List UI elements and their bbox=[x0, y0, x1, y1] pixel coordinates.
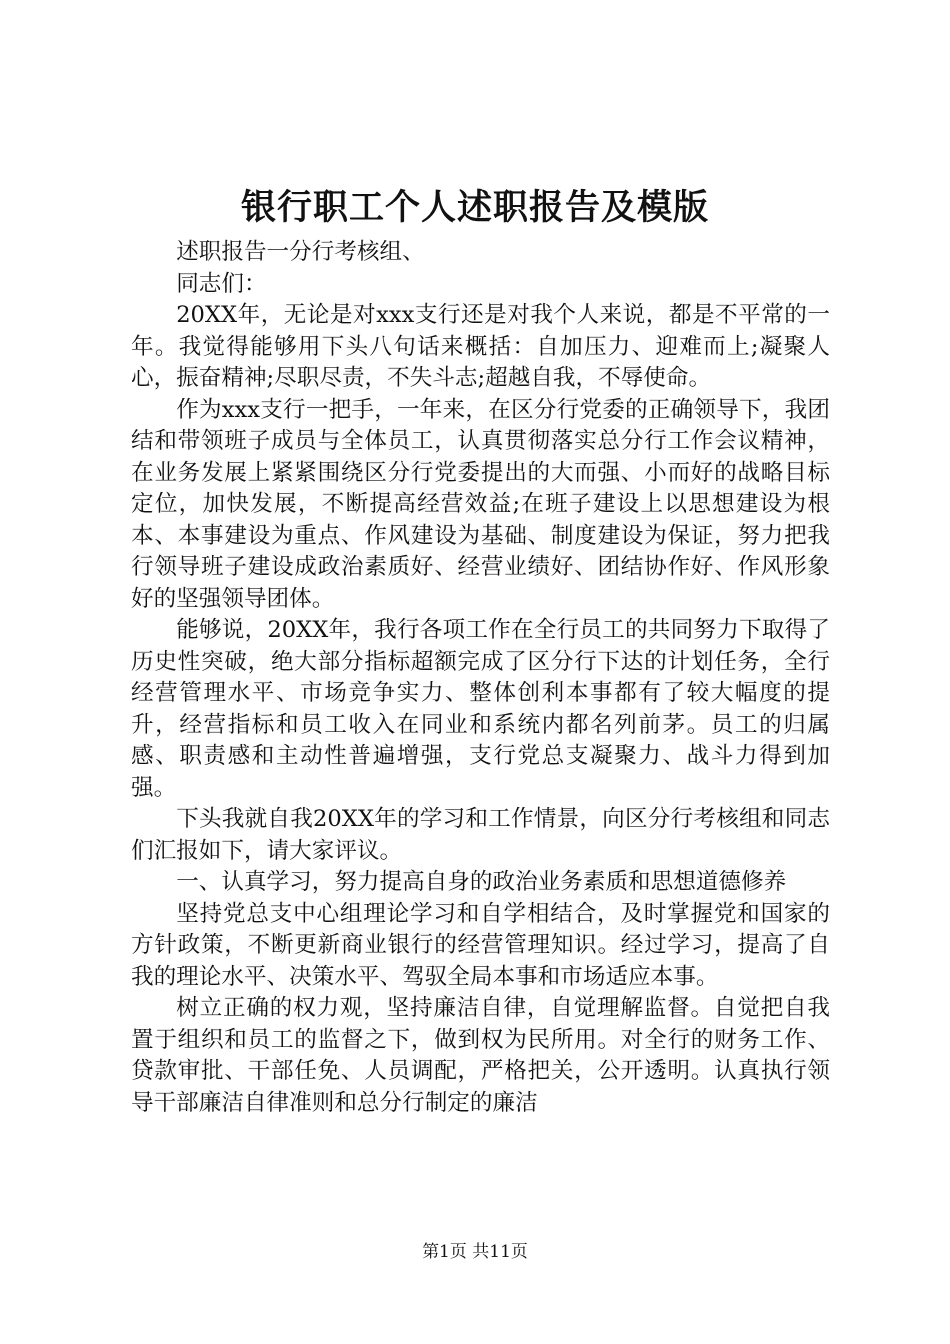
body-paragraph: 能够说，20XX年，我行各项工作在全行员工的共同努力下取得了历史性突破，绝大部分指标超额完成了区分行下达的计划任务，全行经营管理水平、市场竞争实力、整体创利本事都有了较大幅度的提升，经营指标和员工收入在同业和系统内都名列前茅。员工的归属感、职责感和主动性普遍增强，支行党总支凝聚力、战斗力得到加强。 bbox=[131, 617, 830, 801]
document-body bbox=[131, 237, 830, 1119]
salutation-line: 述职报告一分行考核组、 bbox=[176, 239, 425, 265]
page-footer: 第1页 共11页 bbox=[422, 1242, 528, 1262]
greeting-line: 同志们： bbox=[176, 270, 267, 297]
body-paragraph: 下头我就自我20XX年的学习和工作情景，向区分行考核组和同志们汇报如下，请大家评议。 bbox=[131, 806, 830, 864]
body-paragraph: 树立正确的权力观，坚持廉洁自律，自觉理解监督。自觉把自我置于组织和员工的监督之下，做到权为民所用。对全行的财务工作、贷款审批、干部任免、人员调配，严格把关，公开透明。认真执行领导干部廉洁自律准则和总分行制定的廉洁 bbox=[131, 995, 830, 1116]
section-heading: 一、认真学习，努力提高自身的政治业务素质和思想道德修养 bbox=[176, 869, 787, 895]
body-paragraph: 作为xxx支行一把手，一年来，在区分行党委的正确领导下，我团结和带领班子成员与全体员工，认真贯彻落实总分行工作会议精神，在业务发展上紧紧围绕区分行党委提出的大而强、小而好的战略目标定位，加快发展，不断提高经营效益;在班子建设上以思想建设为根本、本事建设为重点、作风建设为基础、制度建设为保证，努力把我行领导班子建设成政治素质好、经营业绩好、团结协作好、作风形象好的坚强领导团体。 bbox=[131, 396, 830, 612]
body-paragraph: 20XX年，无论是对xxx支行还是对我个人来说，都是不平常的一年。我觉得能够用下头八句话来概括：自加压力、迎难而上;凝聚人心，振奋精神;尽职尽责，不失斗志;超越自我，不辱使命。 bbox=[131, 302, 830, 391]
document-title: 银行职工个人述职报告及模版 bbox=[240, 187, 709, 228]
body-paragraph: 坚持党总支中心组理论学习和自学相结合，及时掌握党和国家的方针政策，不断更新商业银行的经营管理知识。经过学习，提高了自我的理论水平、决策水平、驾驭全局本事和市场适应本事。 bbox=[131, 900, 830, 990]
